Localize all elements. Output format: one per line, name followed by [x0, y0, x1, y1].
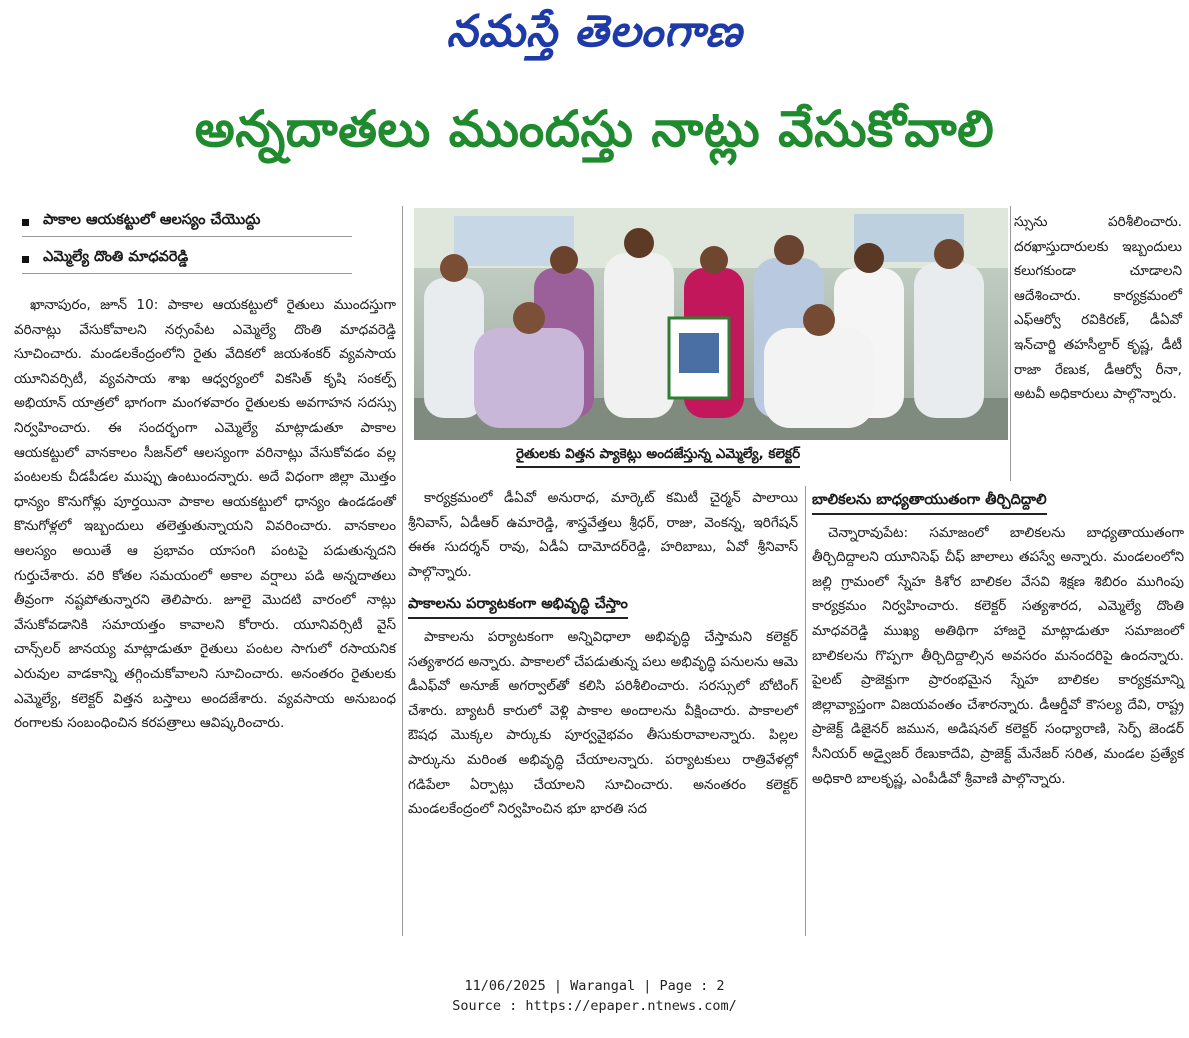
section-subheading: బాలికలను బాధ్యతాయుతంగా తీర్చిదిద్దాలి — [812, 488, 1047, 515]
highlight-item — [22, 249, 352, 274]
photo-illustration — [414, 208, 1008, 440]
highlight-text: ఎమ్మెల్యే దొంతి మాధవరెడ్డి — [43, 249, 189, 265]
article-paragraph: ఖానాపురం, జూన్ 10: పాకాల ఆయకట్టులో రైతులు ముందస్తుగా వరినాట్లు వేసుకోవాలని నర్సంపేట ఎమ్మెల్యే దొంతి మాధవరెడ్డి సూచించారు. మండలకేంద్రంలోని రైతు వేదికలో జయశంకర్ వ్యవసాయ యూనివర్సిటీ, వ్యవసాయ శాఖ ఆధ్వర్యంలో వికసిత్ కృషి సంకల్ప్ అభియాన్ యాత్రలో భాగంగా మంగళవారం రైతులకు అవగాహన సదస్సు నిర్వహించారు. ఈ సందర్భంగా ఎమ్మెల్యే మాట్లాడుతూ పాకాల ఆయకట్టులో వానకాలం సీజన్‌లో ఆలస్యంగా వరినాట్లు వేసుకోవడం వల్ల పంటలకు చీడపీడల ముప్పు ఉంటుందన్నారు. అదే విధంగా జిల్లా మొత్తం ధాన్యం కొనుగోళ్లు పూర్తయినా పాకాల ఆయకట్టులో ధాన్యం ఉండడంతో కొనుగోళ్లలో ఇబ్బందులు తలెత్తుతున్నాయని వివరించారు. వానకాలం ఆలస్యం అయితే ఆ ప్రభావం యాసంగి పంటపై పడుతున్నదని గుర్తుచేశారు. వరి కోతల సమయంలో అకాల వర్షాలు పడి అన్నదాతలు తీవ్రంగా నష్టపోతున్నారని తెలిపారు. జూలై మొదటి వారంలో నాట్లు వేసుకోవడానికి సమాయత్తం కావాలని కోరారు. యూనివర్సిటీ వైస్ చాన్స్‌లర్ జానయ్య మాట్లాడుతూ రైతులు పంటల సాగులో రసాయనిక ఎరువుల వాడకాన్ని తగ్గించుకోవాలని సూచించారు. అనంతరం రైతులకు ఎమ్మెల్యే, కలెక్టర్ విత్తన బస్తాలు అందజేశారు. వ్యవసాయ అనుబంధ రంగాలకు సంబంధించిన కరపత్రాలు ఆవిష్కరించారు. — [14, 297, 396, 732]
article-photo — [414, 208, 1008, 440]
bullet-icon — [22, 256, 29, 263]
footer-source-link[interactable]: Source : https://epaper.ntnews.com/ — [452, 998, 737, 1014]
article-paragraph: పాకాలను పర్యాటకంగా అన్నివిధాలా అభివృద్ధి చేస్తామని కలెక్టర్ సత్యశారద అన్నారు. పాకాలలో చేపడుతున్న పలు అభివృద్ధి పనులను ఆమె డీఎఫ్‌వో అనూజ్ అగర్వాల్‌తో కలిసి పరిశీలించారు. సరస్సులో బోటింగ్ చేశారు. బ్యాటరీ కారులో వెళ్లి పాకాల అందాలను వీక్షించారు. పాకాలలో ఔషధ మొక్కల పార్కుకు పూర్వవైభవం తీసుకురావాలన్నారు. పిల్లల పార్కును మరింత అభివృద్ధి చేయాలన్నారు. పర్యాటకులు రాత్రివేళల్లో గడిపేలా ఏర్పాట్లు చేయాలని సూచించారు. అనంతరం కలెక్టర్ మండలకేంద్రంలో నిర్వహించిన భూ భారతి సద — [408, 628, 798, 818]
article-headline: అన్నదాతలు ముందస్తు నాట్లు వేసుకోవాలి — [194, 100, 995, 158]
article-column-1 — [14, 293, 396, 736]
article-paragraph: కార్యక్రమంలో డీఏవో అనురాధ, మార్కెట్ కమిటీ చైర్మన్ పాలాయి శ్రీనివాస్, ఏడీఆర్ ఉమారెడ్డి, శాస్త్రవేత్తలు శ్రీధర్, రాజు, వెంకన్న, ఇరిగేషన్ ఈఈ సుదర్శన్ రావు, ఏడీఏ దామోదర్‌రెడ్డి, హరిబాబు, ఏవో శ్రీనివాస్ పాల్గొన్నారు. — [408, 490, 798, 580]
column-divider — [805, 486, 806, 936]
footer-dateline: 11/06/2025 | Warangal | Page : 2 — [464, 978, 725, 994]
article-column-2 — [408, 486, 798, 822]
article-highlights — [22, 212, 392, 286]
article-column-3 — [812, 486, 1184, 791]
newspaper-masthead: నమస్తే తెలంగాణ — [446, 6, 743, 57]
section-subheading: పాకాలను పర్యాటకంగా అభివృద్ధి చేస్తాం — [408, 592, 628, 619]
highlight-item — [22, 212, 352, 237]
column-divider — [402, 206, 403, 936]
highlight-text: పాకాల ఆయకట్టులో ఆలస్యం చేయొద్దు — [43, 212, 261, 228]
column-divider — [1010, 206, 1011, 481]
article-paragraph: చెన్నారావుపేట: సమాజంలో బాలికలను బాధ్యతాయుతంగా తీర్చిదిద్దాలని యూనిసెఫ్ చీఫ్ జాలాలు తపస్వే అన్నారు. మండలంలోని జల్లి గ్రామంలో స్నేహ కిశోర బాలికల వేసవి శిక్షణ శిబిరం ముగింపు కార్యక్రమం నిర్వహించారు. కలెక్టర్ సత్యశారద, ఎమ్మెల్యే దొంతి మాధవరెడ్డి ముఖ్య అతిథిగా హాజరై మాట్లాడుతూ సమాజంలో బాలికలను గొప్పగా తీర్చిదిద్దాల్సిన అవసరం మనందరిపై ఉందన్నారు. పైలట్ ప్రాజెక్టుగా ప్రారంభమైన స్నేహ బాలికల కార్యక్రమాన్ని జిల్లావ్యాప్తంగా విజయవంతం చేశారన్నారు. డీఆర్డీవో కౌసల్య దేవి, రాష్ట్ర ప్రాజెక్ట్ డిజైనర్ జమున, అడిషనల్ కలెక్టర్ సంధ్యారాణి, సెర్ప్ జెండర్ సీనియర్ అడ్వైజర్ రేణుకాదేవి, ప్రాజెక్ట్ మేనేజర్ సరిత, మండల ప్రత్యేక అధికారి బాలకృష్ణ, ఎంపీడీవో శ్రీవాణి పాల్గొన్నారు. — [812, 524, 1184, 787]
page-footer — [0, 976, 1189, 1016]
article-column-3-top: స్సును పరిశీలించారు. దరఖాస్తుదారులకు ఇబ్బందులు కలుగకుండా చూడాలని ఆదేశించారు. కార్యక్రమంలో ఎఫ్ఆర్వో రవికిరణ్, డీఏవో ఇన్‌చార్జి తహసీల్దార్ కృష్ణ, డీటీ రాజా రేణుక, డీఆర్వో రీనా, అటవీ అధికారులు పాల్గొన్నారు. — [1014, 214, 1182, 403]
bullet-icon — [22, 219, 29, 226]
photo-caption: రైతులకు విత్తన ప్యాకెట్లు అందజేస్తున్న ఎమ్మెల్యే, కలెక్టర్ — [516, 446, 800, 468]
